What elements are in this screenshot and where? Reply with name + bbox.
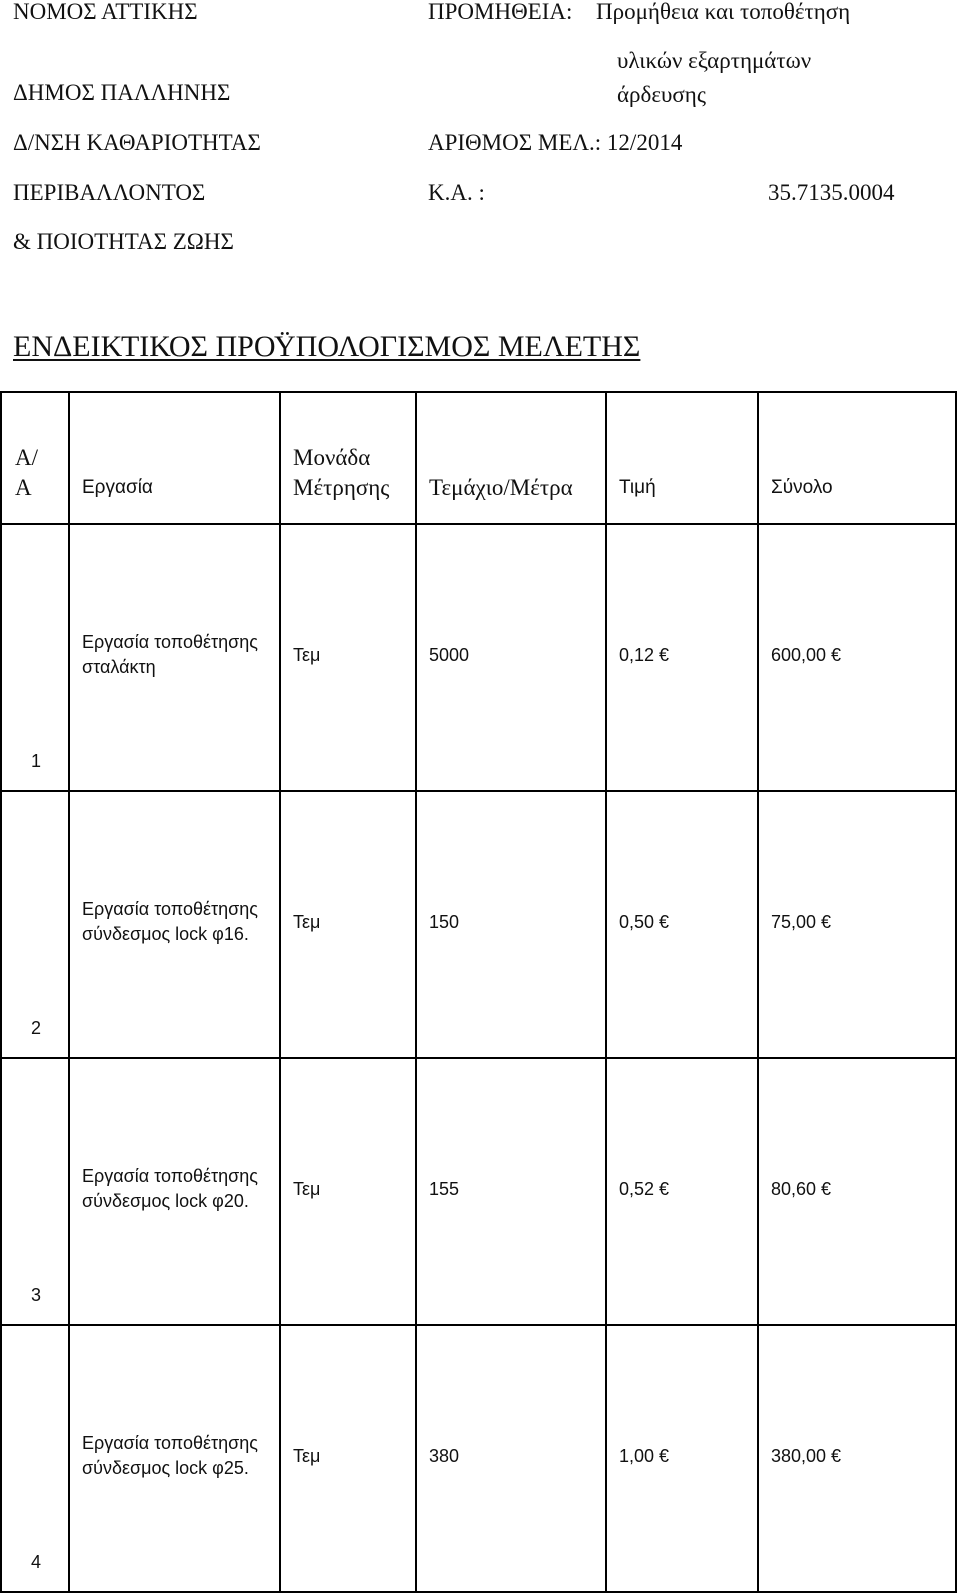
- table-row: [1, 1058, 956, 1325]
- row-index-cell: [1, 1058, 69, 1325]
- row-unit-cell: [280, 791, 416, 1058]
- row-work-line-2: σύνδεσμος lock φ20.: [82, 1191, 249, 1211]
- header-cell-qty: [416, 392, 606, 524]
- row-price-cell: [606, 1325, 758, 1592]
- environment-label: ΠΕΡΙΒΑΛΛΟΝΤΟΣ: [13, 180, 206, 205]
- procurement-line-2: υλικών εξαρτημάτων: [617, 48, 812, 73]
- header-aa-line-2: Α: [15, 475, 32, 500]
- prefecture-label: ΝΟΜΟΣ ΑΤΤΙΚΗΣ: [13, 0, 198, 24]
- row-price-cell: [606, 1058, 758, 1325]
- row-work-line-2: σταλάκτη: [82, 657, 156, 677]
- procurement-label: ΠΡΟΜΗΘΕΙΑ:: [428, 0, 573, 24]
- row-work-cell: [69, 524, 280, 791]
- table-row: [1, 791, 956, 1058]
- row-total-cell: [758, 791, 956, 1058]
- table-row: [1, 524, 956, 791]
- ka-label: Κ.Α. :: [428, 180, 485, 205]
- budget-title: ΕΝΔΕΙΚΤΙΚΟΣ ΠΡΟΫΠΟΛΟΓΙΣΜΟΣ ΜΕΛΕΤΗΣ: [13, 330, 641, 363]
- header-price: Τιμή: [619, 477, 656, 498]
- row-total: 600,00 €: [771, 645, 842, 665]
- row-total: 80,60 €: [771, 1179, 832, 1199]
- directorate-label: Δ/ΝΣΗ ΚΑΘΑΡΙΟΤΗΤΑΣ: [13, 130, 261, 155]
- row-unit: Τεμ: [293, 1446, 321, 1466]
- header-work: Εργασία: [82, 477, 153, 498]
- row-price-cell: [606, 524, 758, 791]
- header-cell-price: [606, 392, 758, 524]
- table-header-row: [1, 392, 956, 524]
- row-price: 0,12 €: [619, 645, 670, 665]
- table-row: [1, 1325, 956, 1592]
- header-unit-line-2: Μέτρησης: [293, 475, 390, 500]
- municipality-label: ΔΗΜΟΣ ΠΑΛΛΗΝΗΣ: [13, 80, 231, 105]
- row-qty: 5000: [429, 645, 470, 665]
- row-total-cell: [758, 1058, 956, 1325]
- row-unit: Τεμ: [293, 645, 321, 665]
- row-work-cell: [69, 1058, 280, 1325]
- row-work-line-2: σύνδεσμος lock φ16.: [82, 924, 249, 944]
- row-unit: Τεμ: [293, 912, 321, 932]
- row-unit-cell: [280, 1325, 416, 1592]
- header-qty: Τεμάχιο/Μέτρα: [429, 475, 573, 500]
- row-work-line-1: Εργασία τοποθέτησης: [82, 632, 258, 652]
- row-unit-cell: [280, 524, 416, 791]
- row-qty: 150: [429, 912, 460, 932]
- procurement-line-3: άρδευσης: [617, 82, 706, 107]
- row-price: 1,00 €: [619, 1446, 670, 1466]
- row-total: 75,00 €: [771, 912, 832, 932]
- row-total: 380,00 €: [771, 1446, 842, 1466]
- row-index: 3: [30, 1285, 41, 1305]
- row-qty: 155: [429, 1179, 460, 1199]
- row-qty-cell: [416, 1325, 606, 1592]
- row-total-cell: [758, 1325, 956, 1592]
- row-work-cell: [69, 791, 280, 1058]
- header-cell-aa: [1, 392, 69, 524]
- row-work-cell: [69, 1325, 280, 1592]
- row-qty: 380: [429, 1446, 460, 1466]
- row-index: 2: [30, 1018, 41, 1038]
- ka-value: 35.7135.0004: [768, 180, 895, 205]
- row-unit: Τεμ: [293, 1179, 321, 1199]
- quality-of-life-label: & ΠΟΙΟΤΗΤΑΣ ΖΩΗΣ: [13, 229, 234, 254]
- row-price-cell: [606, 791, 758, 1058]
- row-index-cell: [1, 791, 69, 1058]
- study-number: ΑΡΙΘΜΟΣ ΜΕΛ.: 12/2014: [428, 130, 683, 155]
- row-work-line-2: σύνδεσμος lock φ25.: [82, 1458, 249, 1478]
- row-unit-cell: [280, 1058, 416, 1325]
- header-cell-unit: [280, 392, 416, 524]
- row-index-cell: [1, 524, 69, 791]
- row-qty-cell: [416, 524, 606, 791]
- row-work-line-1: Εργασία τοποθέτησης: [82, 1433, 258, 1453]
- budget-table: [0, 391, 957, 1593]
- header-total: Σύνολο: [771, 477, 833, 498]
- header-cell-total: [758, 392, 956, 524]
- row-index: 1: [30, 751, 41, 771]
- row-total-cell: [758, 524, 956, 791]
- header-aa-line-1: Α/: [15, 445, 38, 470]
- header-cell-work: [69, 392, 280, 524]
- row-index-cell: [1, 1325, 69, 1592]
- row-qty-cell: [416, 1058, 606, 1325]
- row-price: 0,50 €: [619, 912, 670, 932]
- header-unit-line-1: Μονάδα: [293, 445, 371, 470]
- row-price: 0,52 €: [619, 1179, 670, 1199]
- row-work-line-1: Εργασία τοποθέτησης: [82, 1166, 258, 1186]
- procurement-line-1: Προμήθεια και τοποθέτηση: [596, 0, 851, 24]
- row-work-line-1: Εργασία τοποθέτησης: [82, 899, 258, 919]
- row-qty-cell: [416, 791, 606, 1058]
- row-index: 4: [30, 1552, 41, 1572]
